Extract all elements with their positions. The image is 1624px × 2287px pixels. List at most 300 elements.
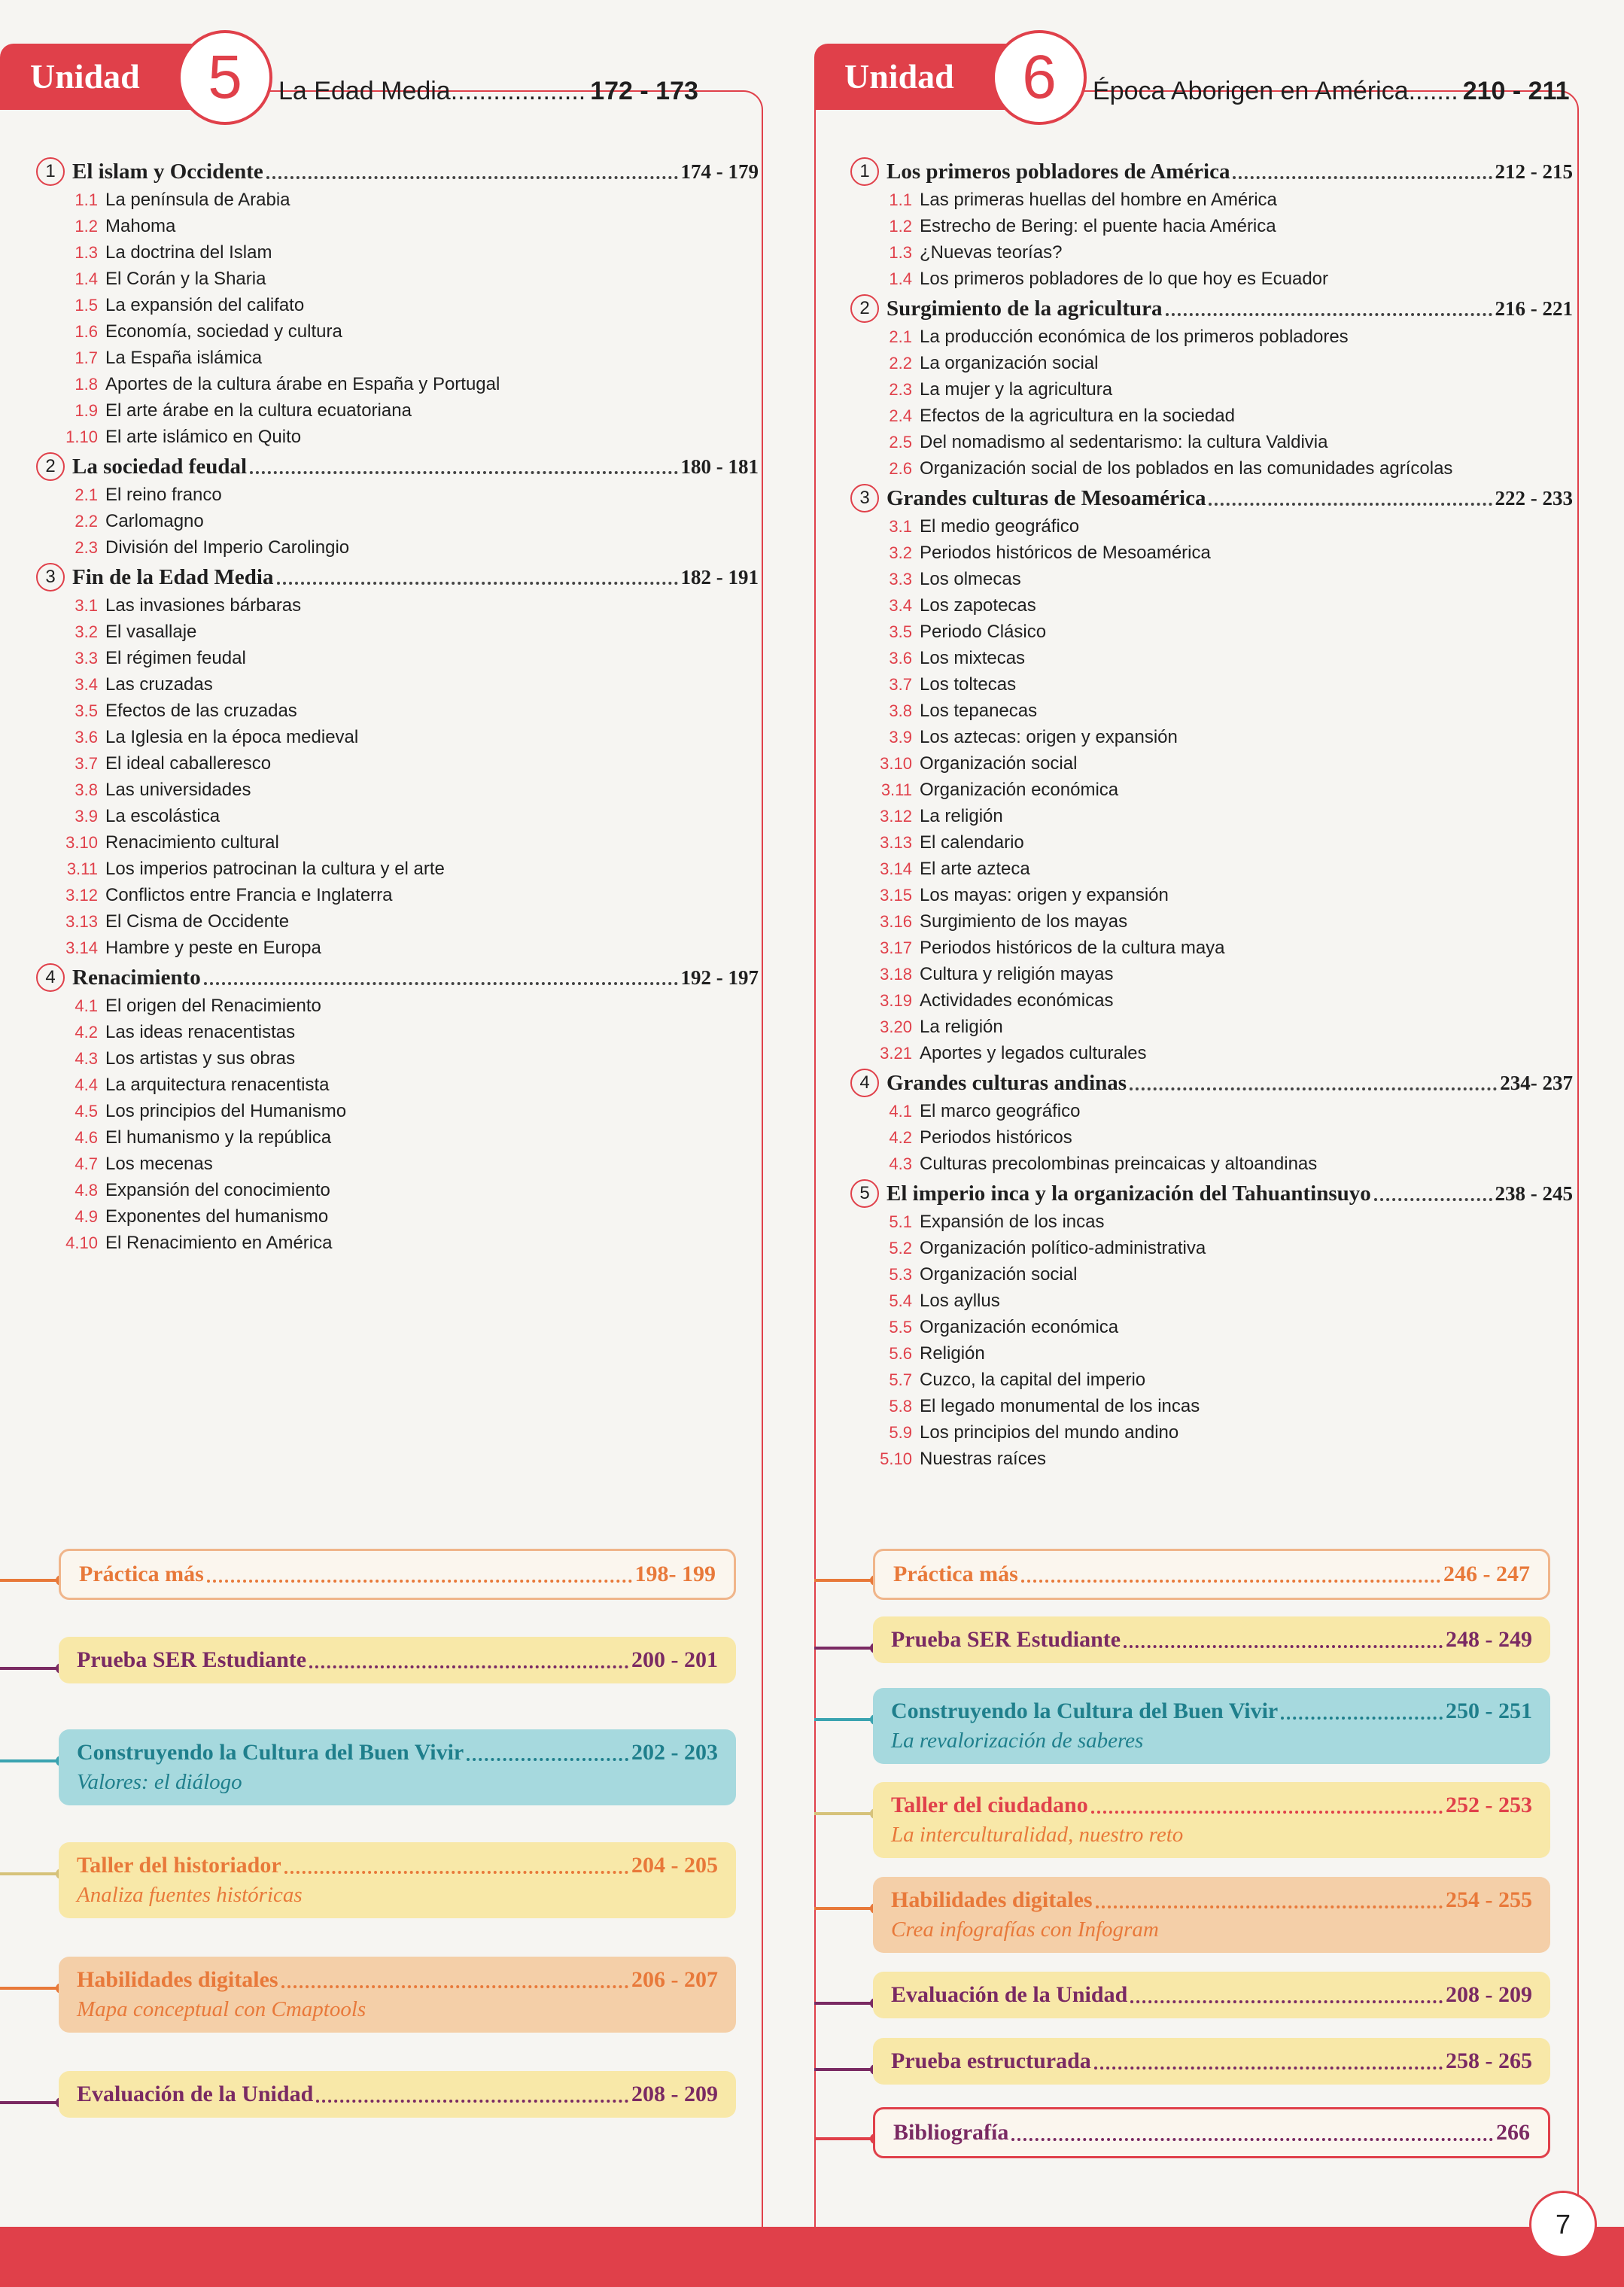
item-number: 4.10 bbox=[65, 1233, 98, 1252]
item-number: 3.7 bbox=[889, 675, 912, 694]
connector-line bbox=[814, 2068, 874, 2071]
toc-item[interactable] bbox=[850, 1261, 1573, 1288]
toc-item[interactable] bbox=[850, 1098, 1573, 1124]
section-heading[interactable] bbox=[850, 293, 1573, 324]
dot-leader bbox=[204, 970, 678, 985]
item-title: Los tepanecas bbox=[920, 701, 1038, 721]
item-title: Mahoma bbox=[105, 216, 176, 236]
item-number: 5.6 bbox=[889, 1344, 912, 1363]
section-heading[interactable] bbox=[850, 157, 1573, 187]
toc-item[interactable] bbox=[850, 324, 1573, 350]
item-title: El Corán y la Sharia bbox=[105, 269, 266, 289]
item-number: 4.3 bbox=[889, 1154, 912, 1173]
item-title: El humanismo y la república bbox=[105, 1127, 332, 1148]
unit-title-line bbox=[278, 77, 698, 106]
box-pages: 246 - 247 bbox=[1443, 1562, 1530, 1586]
section-number-badge: 4 bbox=[850, 1069, 879, 1097]
toc-item[interactable] bbox=[850, 213, 1573, 239]
toc-item[interactable] bbox=[850, 908, 1573, 935]
item-title: Los mixtecas bbox=[920, 648, 1026, 668]
box-heading bbox=[891, 1699, 1532, 1724]
item-number: 5.2 bbox=[889, 1239, 912, 1258]
toc-item[interactable] bbox=[36, 829, 759, 856]
toc-item[interactable] bbox=[850, 829, 1573, 856]
item-title: El reino franco bbox=[105, 485, 222, 505]
section-box[interactable] bbox=[873, 1782, 1550, 1858]
toc-section bbox=[850, 293, 1573, 482]
toc-item[interactable] bbox=[850, 187, 1573, 213]
section-number-badge: 5 bbox=[850, 1179, 879, 1208]
unit-title-line bbox=[1093, 77, 1570, 106]
section-number-badge: 1 bbox=[850, 157, 879, 186]
section-number-badge: 1 bbox=[36, 157, 65, 186]
box-pages: 202 - 203 bbox=[631, 1740, 718, 1765]
item-number: 1.2 bbox=[889, 217, 912, 236]
item-title: La religión bbox=[920, 1017, 1003, 1037]
item-number: 2.4 bbox=[889, 406, 912, 425]
toc-item[interactable] bbox=[850, 1419, 1573, 1446]
item-number: 1.8 bbox=[75, 375, 98, 394]
toc-item[interactable] bbox=[850, 1288, 1573, 1314]
toc-item[interactable] bbox=[36, 908, 759, 935]
toc-item[interactable] bbox=[850, 777, 1573, 803]
toc-item[interactable] bbox=[850, 1340, 1573, 1367]
section-box[interactable] bbox=[59, 1549, 736, 1600]
dot-leader bbox=[1209, 491, 1492, 506]
page-number: 7 bbox=[1529, 2191, 1597, 2258]
toc-item[interactable] bbox=[850, 1209, 1573, 1235]
item-title: La mujer y la agricultura bbox=[920, 379, 1113, 400]
item-title: Los primeros pobladores de lo que hoy es Ecuador bbox=[920, 269, 1328, 289]
box-title: Taller del historiador bbox=[77, 1853, 281, 1878]
item-number: 3.12 bbox=[65, 886, 98, 905]
box-subtitle: Valores: el diálogo bbox=[77, 1770, 242, 1794]
toc-item[interactable] bbox=[36, 1124, 759, 1151]
toc-item[interactable] bbox=[850, 882, 1573, 908]
item-number: 3.20 bbox=[880, 1017, 912, 1036]
section-heading[interactable] bbox=[36, 562, 759, 592]
box-title: Construyendo la Cultura del Buen Vivir bbox=[77, 1740, 464, 1765]
item-title: Los aztecas: origen y expansión bbox=[920, 727, 1178, 747]
connector-line bbox=[814, 1579, 874, 1582]
toc-item[interactable] bbox=[850, 1151, 1573, 1177]
toc-item[interactable] bbox=[850, 239, 1573, 266]
box-heading bbox=[893, 2120, 1530, 2146]
toc-section bbox=[850, 1068, 1573, 1177]
box-pages: 206 - 207 bbox=[631, 1967, 718, 1992]
item-title: Carlomagno bbox=[105, 511, 204, 531]
toc-item[interactable] bbox=[850, 698, 1573, 724]
section-heading[interactable] bbox=[850, 1068, 1573, 1098]
toc-item[interactable] bbox=[850, 1367, 1573, 1393]
toc-item[interactable] bbox=[36, 187, 759, 213]
item-title: La religión bbox=[920, 806, 1003, 826]
item-number: 2.3 bbox=[75, 538, 98, 557]
toc-section bbox=[36, 157, 759, 450]
section-box[interactable] bbox=[59, 1729, 736, 1805]
item-number: 3.14 bbox=[880, 859, 912, 878]
section-title: Grandes culturas de Mesoamérica bbox=[887, 485, 1206, 510]
toc-item[interactable] bbox=[36, 619, 759, 645]
toc-item[interactable] bbox=[850, 645, 1573, 671]
item-number: 5.7 bbox=[889, 1370, 912, 1389]
item-number: 2.1 bbox=[889, 327, 912, 346]
unit-6-header bbox=[814, 43, 1570, 111]
toc-item[interactable] bbox=[36, 645, 759, 671]
toc-item[interactable] bbox=[850, 592, 1573, 619]
section-box[interactable] bbox=[873, 1972, 1550, 2018]
box-heading bbox=[891, 1887, 1532, 1913]
item-number: 3.10 bbox=[880, 754, 912, 773]
item-title: Periodos históricos de la cultura maya bbox=[920, 938, 1225, 958]
item-number: 3.15 bbox=[880, 886, 912, 905]
item-number: 4.4 bbox=[75, 1075, 98, 1094]
item-title: Efectos de la agricultura en la sociedad bbox=[920, 406, 1235, 426]
item-title: Los imperios patrocinan la cultura y el arte bbox=[105, 859, 445, 879]
item-number: 4.7 bbox=[75, 1154, 98, 1173]
toc-item[interactable] bbox=[36, 724, 759, 750]
toc-item[interactable] bbox=[36, 371, 759, 397]
toc-item[interactable] bbox=[36, 345, 759, 371]
box-pages: 266 bbox=[1496, 2120, 1530, 2145]
toc-item[interactable] bbox=[36, 1177, 759, 1203]
connector-line bbox=[814, 2002, 874, 2005]
item-title: Las universidades bbox=[105, 780, 251, 800]
box-heading bbox=[79, 1562, 716, 1587]
toc-item[interactable] bbox=[36, 266, 759, 292]
item-number: 3.16 bbox=[880, 912, 912, 931]
toc-item[interactable] bbox=[36, 534, 759, 561]
section-title: Fin de la Edad Media bbox=[72, 564, 274, 589]
item-title: El Renacimiento en América bbox=[105, 1233, 333, 1253]
dot-leader bbox=[277, 570, 678, 585]
item-number: 4.3 bbox=[75, 1049, 98, 1068]
section-title: Surgimiento de la agricultura bbox=[887, 296, 1163, 321]
section-box[interactable] bbox=[873, 1616, 1550, 1663]
item-title: Actividades económicas bbox=[920, 990, 1114, 1011]
unit-title-leader: ....... bbox=[1408, 77, 1458, 105]
item-title: División del Imperio Carolingio bbox=[105, 537, 350, 558]
item-number: 1.9 bbox=[75, 401, 98, 420]
item-number: 3.13 bbox=[880, 833, 912, 852]
toc-item[interactable] bbox=[850, 513, 1573, 540]
item-number: 3.14 bbox=[65, 938, 98, 957]
item-number: 2.5 bbox=[889, 433, 912, 452]
connector-line bbox=[0, 1872, 60, 1875]
toc-item[interactable] bbox=[36, 1151, 759, 1177]
toc-item[interactable] bbox=[36, 777, 759, 803]
section-pages: 192 - 197 bbox=[680, 966, 759, 989]
toc-item[interactable] bbox=[36, 239, 759, 266]
box-subtitle: Mapa conceptual con Cmaptools bbox=[77, 1997, 366, 2021]
box-subtitle: La revalorización de saberes bbox=[891, 1729, 1144, 1753]
item-number: 2.3 bbox=[889, 380, 912, 399]
item-title: Periodos históricos de Mesoamérica bbox=[920, 543, 1211, 563]
toc-item[interactable] bbox=[850, 1393, 1573, 1419]
item-title: Religión bbox=[920, 1343, 985, 1364]
item-title: Cultura y religión mayas bbox=[920, 964, 1114, 984]
item-title: Aportes y legados culturales bbox=[920, 1043, 1147, 1063]
section-heading[interactable] bbox=[36, 157, 759, 187]
item-number: 3.13 bbox=[65, 912, 98, 931]
item-title: Organización económica bbox=[920, 780, 1119, 800]
box-pages: 250 - 251 bbox=[1446, 1699, 1532, 1723]
item-number: 1.2 bbox=[75, 217, 98, 236]
toc-item[interactable] bbox=[850, 429, 1573, 455]
item-number: 1.3 bbox=[889, 243, 912, 262]
section-pages: 216 - 221 bbox=[1495, 297, 1573, 320]
toc-item[interactable] bbox=[36, 935, 759, 961]
unit-label: Unidad bbox=[0, 44, 193, 110]
section-box[interactable] bbox=[59, 2071, 736, 2118]
connector-line bbox=[814, 1812, 874, 1815]
toc-item[interactable] bbox=[850, 266, 1573, 292]
toc-item[interactable] bbox=[850, 987, 1573, 1014]
box-pages: 208 - 209 bbox=[631, 2082, 718, 2106]
toc-section bbox=[36, 562, 759, 961]
section-pages: 174 - 179 bbox=[680, 160, 759, 183]
box-title: Prueba SER Estudiante bbox=[77, 1647, 307, 1672]
toc-item[interactable] bbox=[850, 1235, 1573, 1261]
item-title: Periodo Clásico bbox=[920, 622, 1047, 642]
box-title: Práctica más bbox=[79, 1562, 204, 1586]
toc-item[interactable] bbox=[36, 318, 759, 345]
page-footer-bar bbox=[0, 2227, 1624, 2287]
item-number: 5.9 bbox=[889, 1423, 912, 1442]
item-number: 4.2 bbox=[75, 1023, 98, 1042]
toc-item[interactable] bbox=[850, 455, 1573, 482]
connector-line bbox=[814, 1907, 874, 1910]
box-title: Habilidades digitales bbox=[891, 1887, 1093, 1912]
item-title: La doctrina del Islam bbox=[105, 242, 272, 263]
toc-item[interactable] bbox=[850, 619, 1573, 645]
item-title: El arte árabe en la cultura ecuatoriana bbox=[105, 400, 412, 421]
item-number: 1.4 bbox=[75, 269, 98, 288]
dot-leader bbox=[1021, 1566, 1440, 1583]
item-title: El arte azteca bbox=[920, 859, 1030, 879]
toc-item[interactable] bbox=[36, 508, 759, 534]
item-title: El calendario bbox=[920, 832, 1024, 853]
box-pages: 248 - 249 bbox=[1446, 1627, 1532, 1652]
item-title: La España islámica bbox=[105, 348, 263, 368]
toc-item[interactable] bbox=[36, 803, 759, 829]
toc-item[interactable] bbox=[850, 403, 1573, 429]
toc-item[interactable] bbox=[36, 1203, 759, 1230]
section-box[interactable] bbox=[873, 1549, 1550, 1600]
toc-item[interactable] bbox=[850, 350, 1573, 376]
toc-item[interactable] bbox=[36, 592, 759, 619]
toc-item[interactable] bbox=[36, 1019, 759, 1045]
item-number: 4.2 bbox=[889, 1128, 912, 1147]
connector-line bbox=[0, 1987, 60, 1990]
toc-item[interactable] bbox=[36, 482, 759, 508]
item-number: 4.6 bbox=[75, 1128, 98, 1147]
item-title: Los ayllus bbox=[920, 1291, 1000, 1311]
section-box[interactable] bbox=[59, 1637, 736, 1683]
dot-leader bbox=[1096, 1892, 1443, 1908]
dot-leader bbox=[1130, 1075, 1497, 1090]
box-heading bbox=[891, 1793, 1532, 1818]
toc-item[interactable] bbox=[850, 856, 1573, 882]
dot-leader bbox=[284, 1857, 628, 1874]
item-title: El Cisma de Occidente bbox=[105, 911, 290, 932]
item-number: 1.5 bbox=[75, 296, 98, 315]
toc-item[interactable] bbox=[36, 698, 759, 724]
section-title: Grandes culturas andinas bbox=[887, 1070, 1127, 1095]
toc-item[interactable] bbox=[850, 376, 1573, 403]
toc-item[interactable] bbox=[850, 1014, 1573, 1040]
section-box[interactable] bbox=[873, 2038, 1550, 2085]
toc-item[interactable] bbox=[36, 1045, 759, 1072]
toc-item[interactable] bbox=[850, 1124, 1573, 1151]
section-heading[interactable] bbox=[850, 1178, 1573, 1209]
box-title: Habilidades digitales bbox=[77, 1967, 278, 1992]
box-heading bbox=[77, 1740, 718, 1765]
item-title: El legado monumental de los incas bbox=[920, 1396, 1200, 1416]
box-pages: 198- 199 bbox=[634, 1562, 716, 1586]
toc-section bbox=[850, 483, 1573, 1066]
toc-item[interactable] bbox=[850, 961, 1573, 987]
item-title: Estrecho de Bering: el puente hacia América bbox=[920, 216, 1276, 236]
toc-item[interactable] bbox=[36, 671, 759, 698]
item-title: El medio geográfico bbox=[920, 516, 1080, 537]
dot-leader bbox=[1233, 164, 1492, 179]
toc-item[interactable] bbox=[36, 213, 759, 239]
item-title: Organización social bbox=[920, 753, 1078, 774]
section-title: La sociedad feudal bbox=[72, 454, 248, 479]
section-box[interactable] bbox=[873, 1877, 1550, 1953]
section-title: Los primeros pobladores de América bbox=[887, 159, 1230, 184]
item-number: 1.6 bbox=[75, 322, 98, 341]
dot-leader bbox=[1091, 1797, 1443, 1814]
item-title: Exponentes del humanismo bbox=[105, 1206, 329, 1227]
item-title: Los zapotecas bbox=[920, 595, 1036, 616]
unit-title: La Edad Media bbox=[278, 77, 451, 105]
item-title: Del nomadismo al sedentarismo: la cultura Valdivia bbox=[920, 432, 1328, 452]
box-pages: 258 - 265 bbox=[1446, 2048, 1532, 2073]
box-pages: 254 - 255 bbox=[1446, 1887, 1532, 1912]
item-number: 3.8 bbox=[75, 780, 98, 799]
item-number: 3.10 bbox=[65, 833, 98, 852]
item-title: ¿Nuevas teorías? bbox=[920, 242, 1063, 263]
box-heading bbox=[891, 1627, 1532, 1653]
unit-title-leader: ................... bbox=[450, 77, 586, 105]
item-title: Hambre y peste en Europa bbox=[105, 938, 321, 958]
toc-item[interactable] bbox=[850, 803, 1573, 829]
item-title: Economía, sociedad y cultura bbox=[105, 321, 342, 342]
toc-item[interactable] bbox=[850, 566, 1573, 592]
item-number: 1.1 bbox=[889, 190, 912, 209]
toc-item[interactable] bbox=[36, 424, 759, 450]
item-title: Las cruzadas bbox=[105, 674, 213, 695]
item-title: Organización económica bbox=[920, 1317, 1119, 1337]
item-number: 3.1 bbox=[889, 517, 912, 536]
box-title: Prueba estructurada bbox=[891, 2048, 1091, 2073]
section-heading[interactable] bbox=[36, 452, 759, 482]
connector-line bbox=[0, 1579, 60, 1582]
item-number: 3.4 bbox=[889, 596, 912, 615]
item-number: 2.2 bbox=[889, 354, 912, 373]
toc-item[interactable] bbox=[850, 1446, 1573, 1472]
toc-item[interactable] bbox=[850, 935, 1573, 961]
toc-item[interactable] bbox=[850, 1040, 1573, 1066]
box-heading bbox=[891, 1982, 1532, 2008]
box-title: Práctica más bbox=[893, 1562, 1018, 1586]
item-title: Los principios del Humanismo bbox=[105, 1101, 347, 1121]
item-number: 3.5 bbox=[75, 701, 98, 720]
section-number-badge: 3 bbox=[36, 563, 65, 592]
box-pages: 252 - 253 bbox=[1446, 1793, 1532, 1817]
item-title: La Iglesia en la época medieval bbox=[105, 727, 359, 747]
section-heading[interactable] bbox=[36, 963, 759, 993]
toc-item[interactable] bbox=[850, 724, 1573, 750]
box-pages: 208 - 209 bbox=[1446, 1982, 1532, 2007]
item-number: 1.4 bbox=[889, 269, 912, 288]
section-box[interactable] bbox=[59, 1957, 736, 2033]
unit-number: 5 bbox=[178, 30, 272, 125]
item-number: 3.19 bbox=[880, 991, 912, 1010]
section-box[interactable] bbox=[873, 1688, 1550, 1764]
item-number: 3.1 bbox=[75, 596, 98, 615]
item-title: Conflictos entre Francia e Inglaterra bbox=[105, 885, 393, 905]
item-number: 4.1 bbox=[75, 996, 98, 1015]
toc-item[interactable] bbox=[36, 1098, 759, 1124]
item-number: 5.4 bbox=[889, 1291, 912, 1310]
section-box[interactable] bbox=[59, 1842, 736, 1918]
toc-item[interactable] bbox=[36, 882, 759, 908]
toc-item[interactable] bbox=[36, 397, 759, 424]
item-title: Los toltecas bbox=[920, 674, 1017, 695]
section-box[interactable] bbox=[873, 2107, 1550, 2158]
unit-pages: 210 - 211 bbox=[1462, 77, 1570, 105]
toc-item[interactable] bbox=[850, 540, 1573, 566]
toc-item[interactable] bbox=[850, 671, 1573, 698]
item-number: 3.12 bbox=[880, 807, 912, 826]
box-title: Evaluación de la Unidad bbox=[891, 1982, 1128, 2007]
item-number: 3.8 bbox=[889, 701, 912, 720]
item-number: 5.10 bbox=[880, 1449, 912, 1468]
item-number: 3.6 bbox=[889, 649, 912, 668]
unit-6-toc bbox=[850, 157, 1573, 1473]
toc-item[interactable] bbox=[36, 292, 759, 318]
connector-line bbox=[0, 1759, 60, 1762]
item-title: El origen del Renacimiento bbox=[105, 996, 321, 1016]
toc-item[interactable] bbox=[36, 1230, 759, 1256]
section-pages: 238 - 245 bbox=[1495, 1182, 1573, 1205]
toc-item[interactable] bbox=[36, 750, 759, 777]
toc-item[interactable] bbox=[36, 856, 759, 882]
unit-number: 6 bbox=[992, 30, 1087, 125]
dot-leader bbox=[281, 1972, 628, 1988]
dot-leader bbox=[266, 164, 678, 179]
section-heading[interactable] bbox=[850, 483, 1573, 513]
item-number: 2.2 bbox=[75, 512, 98, 531]
section-number-badge: 4 bbox=[36, 963, 65, 992]
toc-section bbox=[850, 157, 1573, 292]
toc-item[interactable] bbox=[36, 993, 759, 1019]
item-title: Culturas precolombinas preincaicas y altoandinas bbox=[920, 1154, 1318, 1174]
item-number: 3.21 bbox=[880, 1044, 912, 1063]
toc-item[interactable] bbox=[850, 1314, 1573, 1340]
toc-item[interactable] bbox=[850, 750, 1573, 777]
toc-item[interactable] bbox=[36, 1072, 759, 1098]
connector-line bbox=[814, 2137, 874, 2140]
section-pages: 212 - 215 bbox=[1495, 160, 1573, 183]
item-number: 3.11 bbox=[66, 859, 98, 878]
item-title: La arquitectura renacentista bbox=[105, 1075, 330, 1095]
unit-title: Época Aborigen en América bbox=[1093, 77, 1409, 105]
dot-leader bbox=[1281, 1703, 1443, 1720]
